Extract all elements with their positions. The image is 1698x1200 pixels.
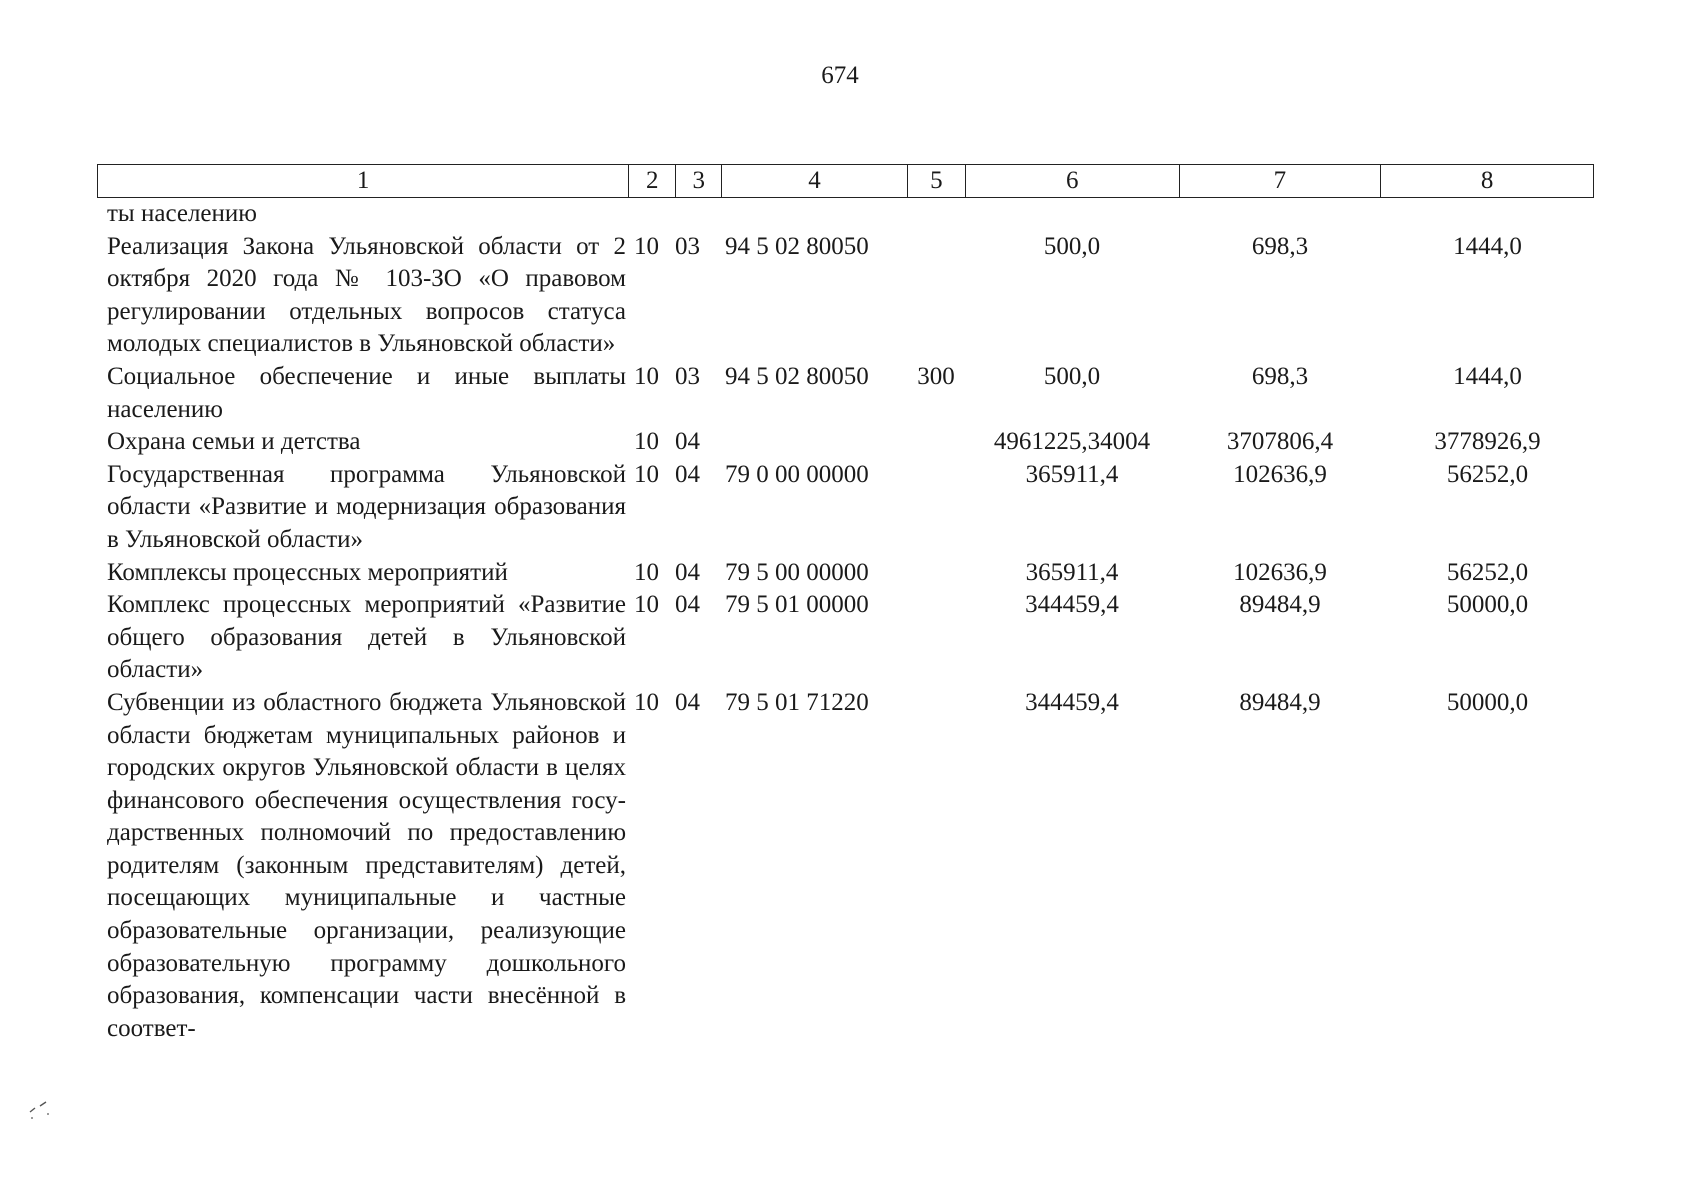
row-amount-3: 1444,0 — [1453, 232, 1522, 260]
row-csr: 94 5 02 80050 — [725, 362, 869, 390]
row-amount-2: 698,3 — [1251, 362, 1309, 390]
table-row — [97, 361, 1594, 426]
row-podrazdel: 04 — [675, 688, 700, 716]
row-podrazdel: 04 — [675, 558, 700, 586]
row-name: Реализация Закона Ульяновской области от 2 октября 2020 года № 103-ЗО «О правовом регулировании отдельных вопросов статуса молодых специалистов в Ульяновской области» — [107, 232, 626, 358]
header-col-7: 7 — [1179, 165, 1381, 197]
header-col-8: 8 — [1380, 165, 1593, 197]
row-name: Государственная программа Ульяновской области «Развитие и модернизация образования в Ульяновской области» — [107, 460, 626, 553]
row-amount-2: 102636,9 — [1233, 460, 1327, 488]
row-name: Комплексы процессных мероприятий — [107, 558, 508, 586]
row-amount-2: 89484,9 — [1239, 688, 1321, 716]
table-body — [97, 198, 1594, 1045]
row-amount-1: 365911,4 — [1025, 558, 1119, 586]
row-name: Субвенции из областного бюджета Ульяновской области бюджетам муниципальных районов и городских округов Ульяновской области в целях финансового обеспечения осуществления государственных полномочий по предоставлению родителям (законным представителям) детей, посещающих муниципальные и частные образовательные организации, реализующие образовательную программу дошкольного образования, компенсации части внесённой в соответ- — [107, 688, 626, 1042]
row-csr: 79 5 01 71220 — [725, 688, 869, 716]
row-amount-1: 365911,4 — [1025, 460, 1119, 488]
row-vr: 300 — [917, 362, 955, 390]
row-amount-3: 1444,0 — [1453, 362, 1522, 390]
row-razdel: 10 — [634, 558, 659, 586]
row-amount-3: 50000,0 — [1446, 591, 1529, 619]
row-csr: 79 5 00 00000 — [725, 558, 869, 586]
row-csr: 79 0 00 00000 — [725, 460, 869, 488]
row-name: ты населению — [107, 200, 257, 227]
row-amount-1: 4961225,34004 — [993, 428, 1151, 456]
row-podrazdel: 03 — [675, 232, 700, 260]
table-row — [97, 198, 1594, 231]
row-amount-2: 89484,9 — [1239, 591, 1321, 619]
row-csr: 94 5 02 80050 — [725, 232, 869, 260]
header-col-2: 2 — [628, 165, 675, 197]
row-podrazdel: 04 — [675, 460, 700, 488]
row-name: Охрана семьи и детства — [107, 428, 361, 456]
row-podrazdel: 04 — [675, 428, 700, 456]
budget-table — [97, 164, 1594, 1045]
row-amount-1: 500,0 — [1043, 232, 1101, 260]
table-header-row — [97, 164, 1594, 198]
row-amount-3: 56252,0 — [1446, 460, 1529, 488]
row-amount-3: 3778926,9 — [1434, 428, 1541, 456]
table-row — [97, 459, 1594, 557]
table-row — [97, 557, 1594, 590]
row-amount-1: 500,0 — [1043, 362, 1101, 390]
table-row — [97, 589, 1594, 687]
row-podrazdel: 04 — [675, 591, 700, 619]
row-razdel: 10 — [634, 428, 659, 456]
table-row — [97, 231, 1594, 361]
header-col-1: 1 — [356, 167, 370, 194]
row-amount-3: 50000,0 — [1446, 688, 1529, 716]
table-row — [97, 426, 1594, 459]
row-amount-1: 344459,4 — [1025, 591, 1119, 619]
row-razdel: 10 — [634, 232, 659, 260]
row-csr: 79 5 01 00000 — [725, 591, 869, 619]
row-amount-1: 344459,4 — [1025, 688, 1119, 716]
header-col-5: 5 — [907, 165, 965, 197]
row-amount-2: 698,3 — [1251, 232, 1309, 260]
row-amount-2: 3707806,4 — [1226, 428, 1334, 456]
row-name: Комплекс процессных мероприятий «Развитие общего образования детей в Ульяновской области» — [107, 591, 626, 684]
row-name: Социальное обеспечение и иные выплаты населению — [107, 362, 626, 423]
header-col-4: 4 — [721, 165, 907, 197]
row-razdel: 10 — [634, 460, 659, 488]
row-podrazdel: 03 — [675, 362, 700, 390]
row-amount-2: 102636,9 — [1233, 558, 1327, 586]
header-col-3: 3 — [675, 165, 721, 197]
header-col-6: 6 — [965, 165, 1179, 197]
row-amount-3: 56252,0 — [1446, 558, 1529, 586]
page-number: 674 — [821, 62, 859, 89]
scan-artifact-mark — [26, 1098, 66, 1120]
row-razdel: 10 — [634, 688, 659, 716]
row-razdel: 10 — [634, 362, 659, 390]
table-row — [97, 687, 1594, 1046]
row-razdel: 10 — [634, 591, 659, 619]
